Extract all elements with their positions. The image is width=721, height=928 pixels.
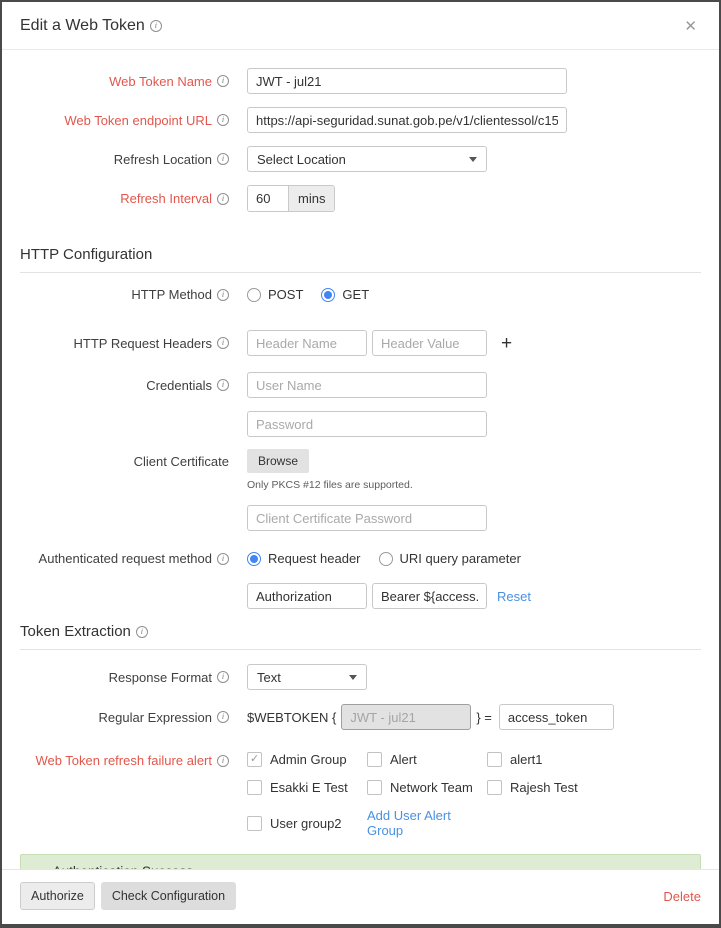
authorize-button[interactable]: Authorize xyxy=(20,882,95,910)
title-info-icon[interactable]: i xyxy=(150,20,162,32)
info-icon[interactable]: i xyxy=(217,755,229,767)
client-certificate-password-field[interactable] xyxy=(247,505,487,531)
request-headers-label: HTTP Request Headers i xyxy=(2,336,229,351)
alert-group-checkbox[interactable]: Esakki E Test xyxy=(247,780,367,795)
info-icon[interactable]: i xyxy=(217,337,229,349)
title-wrap xyxy=(20,17,162,35)
token-extraction-heading: Token Extraction i xyxy=(20,623,701,650)
password-row xyxy=(2,411,719,437)
response-format-row xyxy=(2,664,719,690)
checkbox-icon xyxy=(487,780,502,795)
response-format-select[interactable] xyxy=(247,664,367,690)
info-icon[interactable]: i xyxy=(217,671,229,683)
http-method-label: HTTP Method i xyxy=(2,287,229,302)
refresh-interval-unit: mins xyxy=(288,186,334,211)
check-configuration-button[interactable]: Check Configuration xyxy=(101,882,236,910)
username-field[interactable] xyxy=(247,372,487,398)
regular-expression-row xyxy=(2,704,719,730)
checkbox-icon xyxy=(247,752,262,767)
regex-value-input[interactable] xyxy=(499,704,614,730)
radio-icon xyxy=(321,288,335,302)
info-icon[interactable]: i xyxy=(217,153,229,165)
refresh-location-label: Refresh Location i xyxy=(2,152,229,167)
checkbox-icon xyxy=(367,780,382,795)
regex-token-name-disabled-input: JWT - jul21 xyxy=(341,704,471,730)
close-icon[interactable]: ✕ xyxy=(684,18,697,35)
info-icon[interactable]: i xyxy=(217,75,229,87)
refresh-location-row xyxy=(2,146,719,172)
auth-header-value-input[interactable] xyxy=(372,583,487,609)
credentials-row xyxy=(2,372,719,398)
header-value-input[interactable] xyxy=(372,330,487,356)
dialog-body xyxy=(2,50,719,888)
page-title: Edit a Web Token xyxy=(20,17,145,34)
http-configuration-heading: HTTP Configuration xyxy=(20,246,701,273)
info-icon[interactable]: i xyxy=(217,711,229,723)
regex-prefix: $WEBTOKEN { xyxy=(247,709,337,725)
alert-group-checkbox[interactable]: User group2 xyxy=(247,816,367,831)
regular-expression-label: Regular Expression i xyxy=(2,710,229,725)
client-certificate-label: Client Certificate xyxy=(133,454,229,469)
client-certificate-row xyxy=(2,449,719,531)
auth-request-method-label: Authenticated request method i xyxy=(2,551,229,566)
certificate-helper-text: Only PKCS #12 files are supported. xyxy=(247,479,413,491)
endpoint-url-input[interactable] xyxy=(247,107,567,133)
endpoint-url-row xyxy=(2,107,719,133)
alert-group-checkbox[interactable]: Alert xyxy=(367,752,487,767)
header-name-input[interactable] xyxy=(247,330,367,356)
refresh-interval-input[interactable] xyxy=(248,186,288,211)
checkbox-icon xyxy=(247,816,262,831)
response-format-label: Response Format i xyxy=(2,670,229,685)
info-icon[interactable]: i xyxy=(217,553,229,565)
alert-group-checkbox[interactable]: Network Team xyxy=(367,780,487,795)
refresh-interval-row xyxy=(2,185,719,212)
browse-button[interactable]: Browse xyxy=(247,449,309,473)
http-method-post-radio[interactable]: POST xyxy=(247,287,303,302)
radio-icon xyxy=(247,288,261,302)
radio-icon xyxy=(247,552,261,566)
request-headers-row xyxy=(2,330,719,356)
radio-icon xyxy=(379,552,393,566)
uri-query-parameter-radio[interactable]: URI query parameter xyxy=(379,551,521,566)
delete-link[interactable]: Delete xyxy=(663,888,701,904)
endpoint-url-label: Web Token endpoint URL i xyxy=(2,113,229,128)
refresh-location-value: Select Location xyxy=(257,151,346,167)
regex-suffix: } = xyxy=(476,709,492,725)
web-token-name-label: Web Token Name i xyxy=(2,74,229,89)
http-method-get-radio[interactable]: GET xyxy=(321,287,369,302)
refresh-interval-group xyxy=(247,185,335,212)
caret-down-icon xyxy=(469,157,477,162)
auth-header-name-input[interactable] xyxy=(247,583,367,609)
refresh-location-select[interactable] xyxy=(247,146,487,172)
add-header-button[interactable]: + xyxy=(501,332,513,354)
alert-group-checkbox[interactable]: alert1 xyxy=(487,752,578,767)
http-method-row xyxy=(2,287,719,302)
caret-down-icon xyxy=(349,675,357,680)
password-field[interactable] xyxy=(247,411,487,437)
refresh-interval-label: Refresh Interval i xyxy=(2,191,229,206)
checkbox-icon xyxy=(487,752,502,767)
info-icon[interactable]: i xyxy=(217,379,229,391)
reset-link[interactable]: Reset xyxy=(497,588,531,604)
auth-header-value-row xyxy=(2,583,719,609)
add-user-alert-group-link[interactable]: Add User Alert Group xyxy=(367,808,451,838)
request-header-radio[interactable]: Request header xyxy=(247,551,361,566)
auth-request-method-row xyxy=(2,551,719,566)
dialog-header xyxy=(2,2,719,50)
response-format-value: Text xyxy=(257,669,281,685)
checkbox-icon xyxy=(247,780,262,795)
alert-group-checkbox[interactable]: Rajesh Test xyxy=(487,780,578,795)
dialog-footer xyxy=(2,869,719,924)
checkbox-icon xyxy=(367,752,382,767)
info-icon[interactable]: i xyxy=(136,626,148,638)
alert-group-checkbox[interactable]: ✓ Admin Group xyxy=(247,752,367,767)
web-token-name-input[interactable] xyxy=(247,68,567,94)
web-token-name-row xyxy=(2,68,719,94)
credentials-label: Credentials i xyxy=(2,378,229,393)
info-icon[interactable]: i xyxy=(217,193,229,205)
info-icon[interactable]: i xyxy=(217,114,229,126)
failure-alert-label: Web Token refresh failure alert i xyxy=(2,753,229,768)
failure-alert-row xyxy=(2,752,719,838)
info-icon[interactable]: i xyxy=(217,289,229,301)
